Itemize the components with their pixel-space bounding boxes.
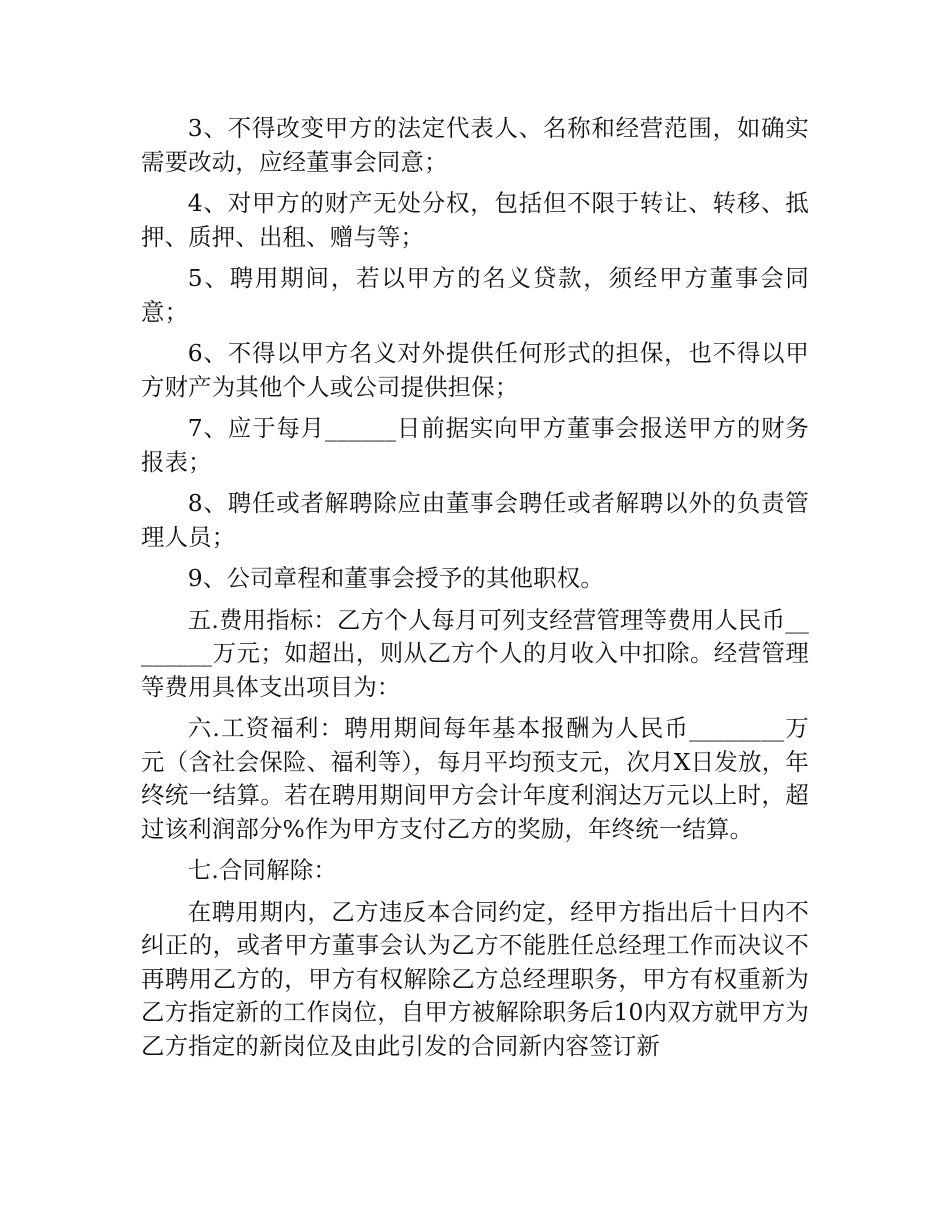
clause-7: 7、应于每月______日前据实向甲方董事会报送甲方的财务报表； xyxy=(141,414,809,476)
section-contract-termination-body: 在聘用期内，乙方违反本合同约定，经甲方指出后十日内不纠正的，或者甲方董事会认为乙方不能胜任总经理工作而决议不再聘用乙方的，甲方有权解除乙方总经理职务，甲方有权重新为乙方指定新的工作岗位，自甲方被解除职务后10内双方就甲方为乙方指定的新岗位及由此引发的合同新内容签订新 xyxy=(141,897,809,1060)
clause-6: 6、不得以甲方名义对外提供任何形式的担保，也不得以甲方财产为其他个人或公司提供担保； xyxy=(141,339,809,401)
section-salary-benefits: 六.工资福利：聘用期间每年基本报酬为人民币________万元（含社会保险、福利等），每月平均预支元，次月X日发放，年终统一结算。若在聘用期间甲方会计年度利润达万元以上时，超过该利润部分%作为甲方支付乙方的奖励，年终统一结算。 xyxy=(141,714,809,843)
clause-8: 8、聘任或者解聘除应由董事会聘任或者解聘以外的负责管理人员； xyxy=(141,489,809,551)
clause-3: 3、不得改变甲方的法定代表人、名称和经营范围，如确实需要改动，应经董事会同意； xyxy=(141,114,809,176)
clause-4: 4、对甲方的财产无处分权，包括但不限于转让、转移、抵押、质押、出租、赠与等； xyxy=(141,189,809,251)
clause-9: 9、公司章程和董事会授予的其他职权。 xyxy=(187,564,604,592)
section-expense-indicators: 五.费用指标：乙方个人每月可列支经营管理等费用人民币________万元；如超出，则从乙方个人的月收入中扣除。经营管理等费用具体支出项目为： xyxy=(141,605,809,701)
section-contract-termination-heading: 七.合同解除： xyxy=(187,856,337,884)
document-body xyxy=(141,112,809,1071)
clause-5: 5、聘用期间，若以甲方的名义贷款，须经甲方董事会同意； xyxy=(141,264,809,326)
